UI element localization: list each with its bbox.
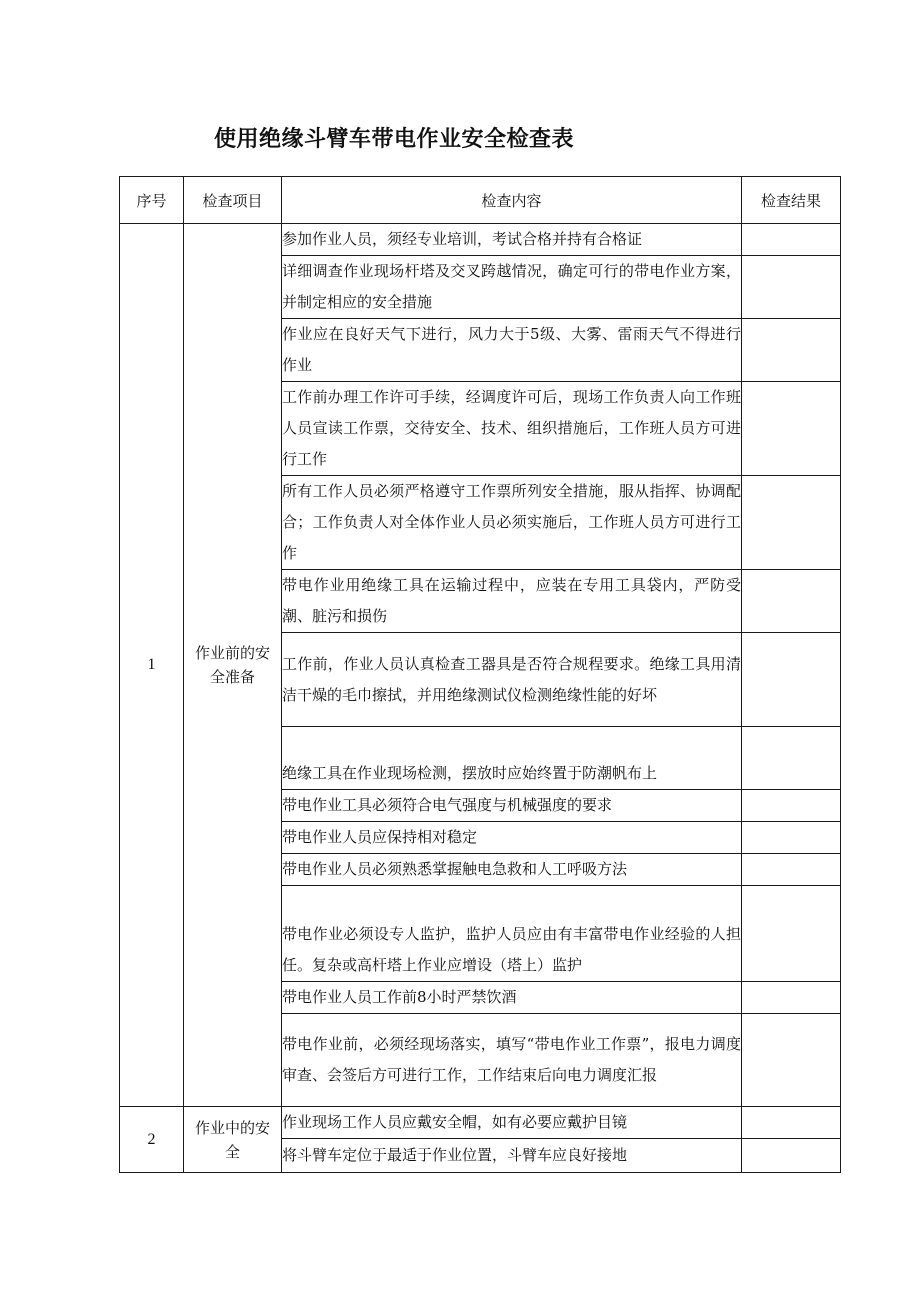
check-result[interactable] — [742, 319, 841, 382]
check-result[interactable] — [742, 1014, 841, 1107]
check-content: 工作前，作业人员认真检查工器具是否符合规程要求。绝缘工具用清洁干燥的毛巾擦拭，并用绝缘测试仪检测绝缘性能的好坏 — [282, 633, 742, 727]
check-content: 绝缘工具在作业现场检测，摆放时应始终置于防潮帆布上 — [282, 727, 742, 790]
header-result: 检查结果 — [742, 177, 841, 224]
header-content: 检查内容 — [282, 177, 742, 224]
check-result[interactable] — [742, 570, 841, 633]
section-item — [184, 224, 282, 1107]
check-result[interactable] — [742, 382, 841, 476]
table-header-row — [120, 177, 841, 224]
check-result[interactable] — [742, 256, 841, 319]
table-row — [120, 1107, 841, 1139]
inspection-table — [119, 176, 841, 1173]
check-content: 带电作业前，必须经现场落实，填写“带电作业工作票”，报电力调度审查、会签后方可进行工作，工作结束后向电力调度汇报 — [282, 1014, 742, 1107]
header-no: 序号 — [120, 177, 184, 224]
check-result[interactable] — [742, 224, 841, 256]
check-content: 所有工作人员必须严格遵守工作票所列安全措施，服从指挥、协调配合；工作负责人对全体作业人员必须实施后，工作班人员方可进行工作 — [282, 476, 742, 570]
check-content: 作业应在良好天气下进行，风力大于5级、大雾、雷雨天气不得进行作业 — [282, 319, 742, 382]
check-result[interactable] — [742, 982, 841, 1014]
check-content: 带电作业用绝缘工具在运输过程中，应装在专用工具袋内，严防受潮、脏污和损伤 — [282, 570, 742, 633]
check-result[interactable] — [742, 1139, 841, 1173]
check-content: 将斗臂车定位于最适于作业位置，斗臂车应良好接地 — [282, 1139, 742, 1173]
check-result[interactable] — [742, 1107, 841, 1139]
check-content: 工作前办理工作许可手续，经调度许可后，现场工作负责人向工作班人员宣读工作票，交待安全、技术、组织措施后，工作班人员方可进行工作 — [282, 382, 742, 476]
section-number: 2 — [120, 1107, 184, 1173]
check-content: 带电作业人员应保持相对稳定 — [282, 822, 742, 854]
check-result[interactable] — [742, 727, 841, 790]
check-content: 作业现场工作人员应戴安全帽，如有必要应戴护目镜 — [282, 1107, 742, 1139]
check-content: 带电作业人员工作前8小时严禁饮酒 — [282, 982, 742, 1014]
table-row — [120, 224, 841, 256]
check-content: 详细调查作业现场杆塔及交叉跨越情况，确定可行的带电作业方案，并制定相应的安全措施 — [282, 256, 742, 319]
check-result[interactable] — [742, 476, 841, 570]
section-number: 1 — [120, 224, 184, 1107]
section-item-label: 作业中的安全 — [194, 1118, 270, 1161]
section-item — [184, 1107, 282, 1173]
header-item: 检查项目 — [184, 177, 282, 224]
check-content: 带电作业工具必须符合电气强度与机械强度的要求 — [282, 790, 742, 822]
check-result[interactable] — [742, 790, 841, 822]
check-content: 带电作业必须设专人监护，监护人员应由有丰富带电作业经验的人担任。复杂或高杆塔上作业应增设（塔上）监护 — [282, 886, 742, 982]
page-title: 使用绝缘斗臂车带电作业安全检查表 — [214, 127, 575, 152]
check-result[interactable] — [742, 854, 841, 886]
check-result[interactable] — [742, 633, 841, 727]
check-content: 参加作业人员，须经专业培训，考试合格并持有合格证 — [282, 224, 742, 256]
check-result[interactable] — [742, 886, 841, 982]
check-content: 带电作业人员必须熟悉掌握触电急救和人工呼吸方法 — [282, 854, 742, 886]
section-item-label: 作业前的安全准备 — [194, 644, 270, 686]
check-result[interactable] — [742, 822, 841, 854]
